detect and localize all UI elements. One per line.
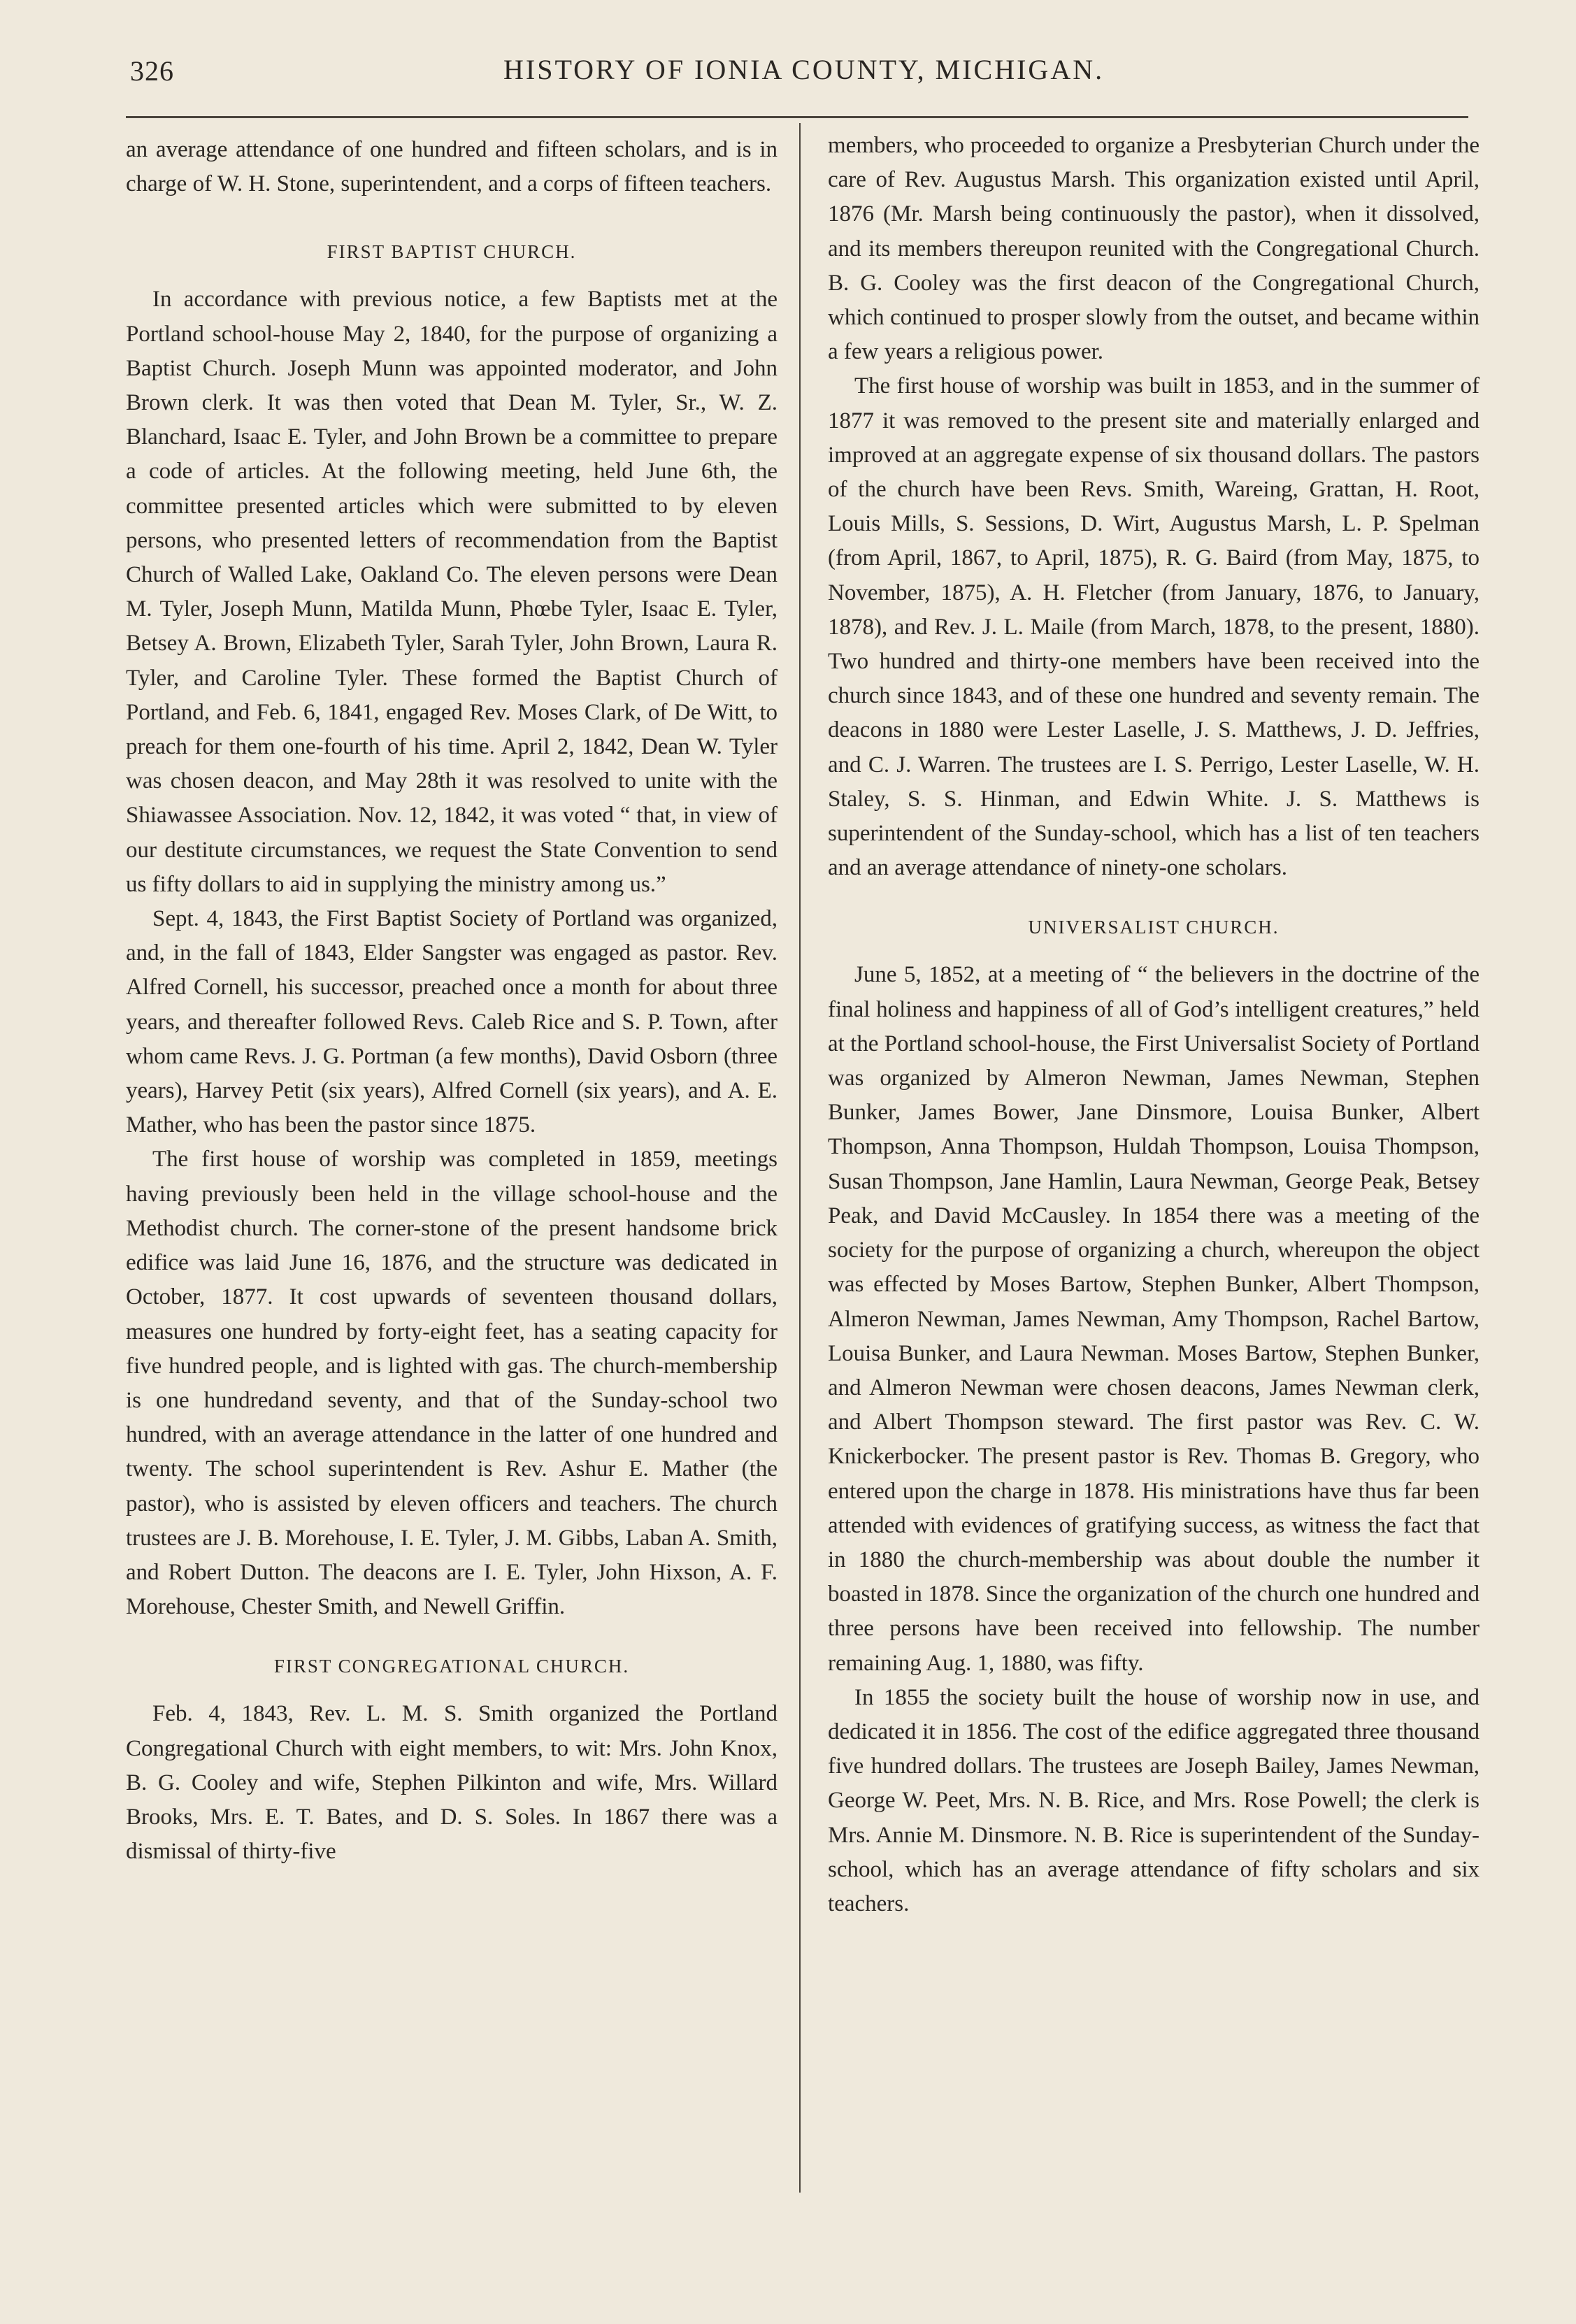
paragraph: Feb. 4, 1843, Rev. L. M. S. Smith organized the Portland Congregational Church with eight members, to wit: Mrs. John Knox, B. G. Cooley and wife, Stephen Pilkinton and wife, Mrs. Willard Brooks, Mrs. E. T. Bates, and D. S. Soles. In 1867 there was a dismissal of thirty-five [126, 1701, 778, 1865]
paragraph: June 5, 1852, at a meeting of “ the believers in the doctrine of the final holiness and happiness of all of God’s intelligent creatures,” held at the Portland school-house, the First Universalist Society of Portland was organized by Almeron Newman, James Newman, Stephen Bunker, James Bower, Jane Dinsmore, Louisa Bunker, Albert Thompson, Anna Thompson, Huldah Thompson, Louisa Thompson, Susan Thompson, Jane Hamlin, Laura Newman, George Peak, Betsey Peak, and David McCausley. In 1854 there was a meeting of the society for the purpose of organizing a church, whereupon the object was effected by Moses Bartow, Stephen Bunker, Albert Thompson, Almeron Newman, James Newman, Amy Thompson, Rachel Bartow, Louisa Bunker, and Laura Newman. Moses Bartow, Stephen Bunker, and Almeron Newman were chosen deacons, James Newman clerk, and Albert Thompson steward. The first pastor was Rev. C. W. Knickerbocker. The present pastor is Rev. Thomas B. Gregory, who entered upon the charge in 1878. His ministrations have thus far been attended with evidences of gratifying success, as witness the fact that in 1880 the church-membership was about double the number it boasted in 1878. Since the organization of the church one hundred and three persons have been received into fellowship. The number remaining Aug. 1, 1880, was fifty. [828, 962, 1480, 1676]
left-column [126, 133, 778, 1869]
paragraph: Sept. 4, 1843, the First Baptist Society of Portland was organized, and, in the fall of 1843, Elder Sangster was engaged as pastor. Rev. Alfred Cornell, his successor, preached once a month for about three years, and thereafter followed Revs. Caleb Rice and S. P. Town, after whom came Revs. J. G. Portman (a few months), David Osborn (three years), Harvey Petit (six years), Alfred Cornell (six years), and A. E. Mather, who has been the pastor since 1875. [126, 906, 778, 1138]
header-rule [126, 116, 1468, 118]
running-title: HISTORY OF IONIA COUNTY, MICHIGAN. [503, 54, 1105, 85]
paragraph: In accordance with previous notice, a few Baptists met at the Portland school-house May 2, 1840, for the purpose of organizing a Baptist Church. Joseph Munn was appointed moderator, and John Brown clerk. It was then voted that Dean M. Tyler, Sr., W. Z. Blanchard, Isaac E. Tyler, and John Brown be a committee to prepare a code of articles. At the following meeting, held June 6th, the committee presented articles which were submitted to by eleven persons, who presented letters of recommendation from the Baptist Church of Walled Lake, Oakland Co. The eleven persons were Dean M. Tyler, Joseph Munn, Matilda Munn, Phœbe Tyler, Isaac E. Tyler, Betsey A. Brown, Elizabeth Tyler, Sarah Tyler, John Brown, Laura R. Tyler, and Caroline Tyler. These formed the Baptist Church of Portland, and Feb. 6, 1841, engaged Rev. Moses Clark, of De Witt, to preach for them one-fourth of his time. April 2, 1842, Dean W. Tyler was chosen deacon, and May 28th it was resolved to unite with the Shiawassee Association. Nov. 12, 1842, it was voted “ that, in view of our destitute circumstances, we request the State Convention to send us fifty dollars to aid in supplying the ministry among us.” [126, 287, 778, 897]
section-heading-first-congregational-church: FIRST CONGREGATIONAL CHURCH. [273, 1656, 630, 1677]
paragraph: In 1855 the society built the house of worship now in use, and dedicated it in 1856. The cost of the edifice aggregated three thousand five hundred dollars. The trustees are Joseph Bailey, James Newman, George W. Peet, Mrs. N. B. Rice, and Mrs. Rose Powell; the clerk is Mrs. Annie M. Dinsmore. N. B. Rice is superintendent of the Sunday-school, which has an average attendance of fifty scholars and six teachers. [828, 1684, 1480, 1916]
paragraph: The first house of worship was built in 1853, and in the summer of 1877 it was removed to the present site and materially enlarged and improved at an aggregate expense of six thousand dollars. The pastors of the church have been Revs. Smith, Wareing, Grattan, H. Root, Louis Mills, S. Sessions, D. Wirt, Augustus Marsh, L. P. Spelman (from April, 1867, to April, 1875), R. G. Baird (from May, 1875, to November, 1875), A. H. Fletcher (from January, 1876, to January, 1878), and Rev. J. L. Maile (from March, 1878, to the present, 1880). Two hundred and thirty-one members have been received into the church since 1843, and of these one hundred and seventy remain. The deacons in 1880 were Lester Laselle, J. S. Matthews, J. D. Jeffries, and C. J. Warren. The trustees are I. S. Perrigo, Lester Laselle, W. H. Staley, S. S. Hinman, and Edwin White. J. S. Matthews is superintendent of the Sunday-school, which has a list of ten teachers and an average attendance of ninety-one scholars. [828, 373, 1480, 881]
column-divider [799, 123, 801, 2193]
paragraph: members, who proceeded to organize a Presbyterian Church under the care of Rev. Augustus Marsh. This organization existed until April, 1876 (Mr. Marsh being continuously the pastor), when it dissolved, and its members thereupon reunited with the Congregational Church. B. G. Cooley was the first deacon of the Congregational Church, which continued to prosper slowly from the outset, and became within a few years a religious power. [828, 133, 1480, 365]
section-heading-first-baptist-church: FIRST BAPTIST CHURCH. [327, 241, 577, 263]
paragraph: The first house of worship was completed in 1859, meetings having previously been held in the village school-house and the Methodist church. The corner-stone of the present handsome brick edifice was laid June 16, 1876, and the structure was dedicated in October, 1877. It cost upwards of seventeen thousand dollars, measures one hundred by forty-eight feet, has a seating capacity for five hundred people, and is lighted with gas. The church-membership is one hundredand seventy, and that of the Sunday-school two hundred, with an average attendance in the latter of one hundred and twenty. The school superintendent is Rev. Ashur E. Mather (the pastor), who is assisted by eleven officers and teachers. The church trustees are J. B. Morehouse, I. E. Tyler, J. M. Gibbs, Laban A. Smith, and Robert Dutton. The deacons are I. E. Tyler, John Hixson, A. F. Morehouse, Chester Smith, and Newell Griffin. [126, 1147, 778, 1620]
paragraph: an average attendance of one hundred and fifteen scholars, and is in charge of W. H. Stone, superintendent, and a corps of fifteen teachers. [126, 137, 778, 197]
section-heading-universalist-church: UNIVERSALIST CHURCH. [1028, 917, 1280, 938]
page-number: 326 [130, 55, 174, 87]
right-column [828, 129, 1480, 1921]
